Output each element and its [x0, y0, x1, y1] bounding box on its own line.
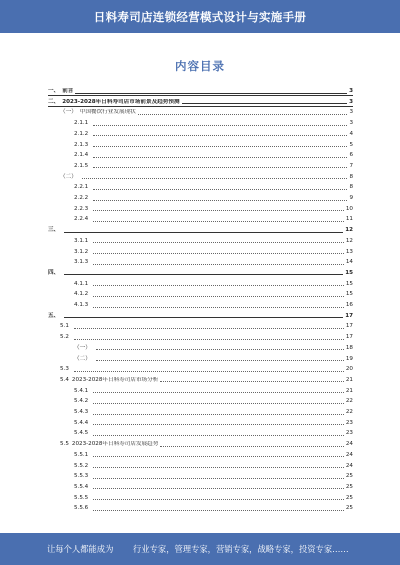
toc-entry-page-number: 10 — [345, 205, 353, 212]
toc-entry[interactable] — [48, 173, 353, 181]
toc-entry-page-number: 25 — [345, 505, 353, 512]
toc-entry[interactable] — [48, 376, 353, 384]
toc-entry[interactable] — [48, 462, 353, 470]
toc-entry-page-number: 15 — [345, 291, 353, 298]
toc-entry-leader — [93, 307, 344, 308]
toc-entry-page-number: 17 — [345, 312, 353, 319]
toc-entry-leader — [93, 392, 344, 393]
toc-entry-number: 5.1 — [60, 323, 69, 330]
toc-entry[interactable] — [48, 355, 353, 363]
toc-entry-page-number: 14 — [345, 259, 353, 266]
toc-entry-leader — [93, 157, 347, 158]
toc-entry-number: 4.1.1 — [74, 280, 89, 287]
toc-entry-number: 2.1.3 — [74, 141, 89, 148]
toc-entry-leader — [93, 510, 344, 511]
toc-entry[interactable] — [48, 365, 353, 373]
toc-entry-number: 五、 — [48, 312, 60, 319]
toc-entry-label: 中国餐饮行业发展现状 — [79, 109, 136, 116]
toc-entry[interactable] — [48, 108, 353, 116]
toc-entry-number: 5.5.6 — [74, 505, 89, 512]
toc-entry-leader — [93, 253, 344, 254]
toc-entry-number: 2.2.3 — [74, 205, 89, 212]
toc-entry-page-number: 17 — [345, 323, 353, 330]
toc-entry-page-number: 15 — [345, 280, 353, 287]
toc-entry-leader — [93, 264, 344, 265]
toc-entry[interactable] — [48, 119, 353, 127]
toc-entry-label: 2023-2028年日料寿司店市场分析 — [71, 376, 159, 383]
toc-entry-leader — [93, 285, 344, 286]
toc-entry-leader — [160, 446, 344, 447]
toc-entry[interactable] — [48, 322, 353, 330]
toc-entry-leader — [160, 381, 344, 382]
toc-entry-leader — [64, 232, 343, 233]
toc-entry-number: 4.1.3 — [74, 302, 89, 308]
toc-entry-leader — [93, 200, 347, 201]
toc-entry-leader — [64, 274, 343, 275]
toc-entry[interactable] — [48, 226, 353, 234]
toc-entry-page-number: 7 — [349, 162, 353, 169]
toc-entry-number: 5.5.5 — [74, 494, 89, 501]
toc-entry-leader — [93, 499, 344, 500]
toc-entry-number: 2.2.4 — [74, 216, 89, 223]
toc-entry[interactable] — [48, 162, 353, 170]
toc-entry-number: 4.1.2 — [74, 291, 89, 298]
toc-entry-number: 5.5.1 — [74, 451, 89, 458]
toc-entry-number: 2.1.1 — [74, 120, 89, 127]
toc-entry-number: 3.1.1 — [74, 237, 89, 244]
header-banner — [0, 0, 400, 33]
toc-entry-number: 2.1.5 — [74, 162, 89, 169]
toc-entry[interactable] — [48, 312, 353, 320]
toc-entry-leader — [74, 371, 344, 372]
toc-entry[interactable] — [48, 419, 353, 427]
toc-entry-page-number: 22 — [345, 398, 353, 405]
toc-entry-number: （二） — [60, 173, 77, 180]
toc-entry[interactable] — [48, 237, 353, 245]
toc-entry-page-number: 19 — [345, 355, 353, 362]
toc-entry-page-number: 24 — [345, 441, 353, 448]
toc-entry-leader — [93, 456, 344, 457]
toc-entry[interactable] — [48, 429, 353, 437]
toc-entry[interactable] — [48, 183, 353, 191]
toc-entry-page-number: 8 — [349, 173, 353, 180]
toc-entry-leader — [93, 488, 344, 489]
toc-entry-page-number: 22 — [345, 409, 353, 415]
toc-entry[interactable] — [48, 280, 353, 288]
toc-entry-label: 前言 — [62, 88, 74, 94]
toc-entry-number: 5.4.4 — [74, 419, 89, 426]
toc-entry-page-number: 3 — [349, 88, 353, 94]
toc-entry-page-number: 21 — [345, 376, 353, 383]
toc-entry[interactable] — [48, 451, 353, 459]
toc-entry-leader — [93, 478, 344, 479]
toc-entry-page-number: 11 — [345, 216, 353, 223]
toc-entry-number: 5.4.3 — [74, 409, 89, 415]
toc-entry-page-number: 16 — [345, 302, 353, 308]
toc-entry[interactable] — [48, 141, 353, 149]
toc-entry-page-number: 4 — [349, 130, 353, 137]
toc-entry-number: 5.5 — [60, 441, 69, 448]
toc-entry-number: 3.1.2 — [74, 248, 89, 255]
toc-entry-leader — [93, 146, 347, 147]
toc-entry[interactable] — [48, 483, 353, 491]
toc-page — [33, 33, 367, 533]
toc-entry-leader — [96, 349, 344, 350]
toc-entry-number: 5.4.2 — [74, 398, 89, 405]
toc-entry-page-number: 25 — [345, 483, 353, 490]
toc-list — [48, 87, 353, 537]
toc-entry[interactable] — [48, 344, 353, 352]
toc-entry-page-number: 15 — [345, 269, 353, 276]
toc-entry-leader — [93, 414, 344, 415]
toc-entry[interactable] — [48, 258, 353, 266]
footer-banner — [0, 533, 400, 565]
footer-tagline: 让每个人都能成为 — [47, 544, 114, 554]
toc-entry[interactable] — [48, 151, 353, 159]
toc-entry[interactable] — [48, 397, 353, 405]
toc-heading: 内容目录 — [175, 59, 225, 73]
toc-entry-leader — [93, 210, 344, 211]
toc-entry-page-number: 24 — [345, 451, 353, 458]
toc-entry-leader — [93, 167, 347, 168]
toc-entry-page-number: 21 — [345, 387, 353, 394]
toc-entry[interactable] — [48, 194, 353, 202]
toc-entry-leader — [93, 435, 344, 436]
toc-entry-number: 2.2.2 — [74, 195, 89, 201]
toc-entry-page-number: 5 — [349, 141, 353, 148]
toc-entry-page-number: 13 — [345, 248, 353, 255]
toc-entry-number: 5.2 — [60, 334, 69, 341]
toc-entry-leader — [93, 135, 347, 136]
toc-entry-label: 2023-2028年日料寿司店发展趋势 — [71, 441, 159, 448]
toc-entry-page-number: 18 — [345, 344, 353, 351]
toc-entry-page-number: 17 — [345, 334, 353, 341]
toc-entry-leader — [138, 114, 348, 115]
toc-entry[interactable] — [48, 130, 353, 138]
toc-entry-page-number: 8 — [349, 184, 353, 191]
toc-entry-page-number: 12 — [345, 237, 353, 244]
toc-entry[interactable] — [48, 387, 353, 395]
toc-entry[interactable] — [48, 290, 353, 298]
toc-entry[interactable] — [48, 440, 353, 448]
toc-entry-leader — [93, 125, 347, 126]
toc-entry-leader — [93, 403, 344, 404]
toc-entry-number: 2.2.1 — [74, 184, 89, 191]
toc-entry-leader — [182, 103, 348, 104]
toc-entry-page-number: 25 — [345, 494, 353, 501]
toc-entry-number: 一、 — [48, 88, 60, 94]
toc-entry-leader — [82, 178, 348, 179]
toc-entry[interactable] — [48, 205, 353, 213]
toc-entry-leader — [93, 296, 344, 297]
toc-entry[interactable] — [48, 504, 353, 512]
toc-entry-number: 三、 — [48, 227, 60, 234]
toc-entry[interactable] — [48, 333, 353, 341]
toc-entry-number: 5.5.4 — [74, 483, 89, 490]
toc-entry[interactable] — [48, 269, 353, 277]
toc-entry-number: 2.1.2 — [74, 130, 89, 137]
toc-entry-leader — [75, 93, 347, 94]
toc-entry[interactable] — [48, 301, 353, 309]
toc-entry-leader — [93, 467, 344, 468]
toc-entry-leader — [93, 189, 347, 190]
toc-entry-leader — [96, 360, 344, 361]
toc-entry-number: 5.5.3 — [74, 473, 89, 480]
toc-entry[interactable] — [48, 472, 353, 480]
toc-entry-page-number: 23 — [345, 430, 353, 437]
toc-entry-label: 2023-2028年日料寿司店市场前景及趋势预测 — [62, 98, 180, 105]
toc-entry-page-number: 20 — [345, 366, 353, 373]
toc-entry-number: （二） — [74, 355, 91, 362]
toc-entry-number: 5.4 — [60, 376, 69, 383]
toc-entry-leader — [74, 328, 344, 329]
toc-entry-leader — [93, 221, 344, 222]
toc-entry[interactable] — [48, 215, 353, 223]
toc-entry-number: 5.4.1 — [74, 387, 89, 394]
toc-entry[interactable] — [48, 248, 353, 256]
toc-entry-leader — [64, 317, 343, 318]
toc-entry-number: （一） — [60, 109, 77, 116]
toc-entry-page-number: 25 — [345, 473, 353, 480]
toc-entry[interactable] — [48, 87, 353, 96]
toc-entry-page-number: 12 — [345, 227, 353, 234]
toc-entry-page-number: 9 — [349, 195, 353, 201]
toc-entry-page-number: 3 — [349, 120, 353, 127]
toc-entry-number: 5.4.5 — [74, 430, 89, 437]
toc-entry-page-number: 3 — [349, 98, 353, 105]
toc-entry-number: （一） — [74, 344, 91, 351]
toc-entry-number: 5.3 — [60, 366, 69, 373]
toc-entry-leader — [74, 339, 344, 340]
toc-entry-page-number: 23 — [345, 419, 353, 426]
toc-entry-number: 3.1.3 — [74, 259, 89, 266]
toc-entry-leader — [93, 242, 344, 243]
toc-entry-number: 2.1.4 — [74, 152, 89, 159]
toc-entry-number: 四、 — [48, 269, 60, 276]
toc-entry-number: 二、 — [48, 98, 60, 105]
toc-entry[interactable] — [48, 494, 353, 502]
toc-entry[interactable] — [48, 98, 353, 107]
toc-entry-page-number: 6 — [349, 152, 353, 159]
toc-entry-page-number: 3 — [349, 109, 353, 116]
document-title: 日料寿司店连锁经营模式设计与实施手册 — [93, 10, 307, 24]
toc-entry[interactable] — [48, 408, 353, 416]
toc-entry-page-number: 24 — [345, 462, 353, 469]
toc-entry-leader — [93, 424, 344, 425]
footer-roles: 行业专家，管理专家，营销专家，战略专家，投资专家…… — [133, 544, 349, 554]
toc-entry-number: 5.5.2 — [74, 462, 89, 469]
